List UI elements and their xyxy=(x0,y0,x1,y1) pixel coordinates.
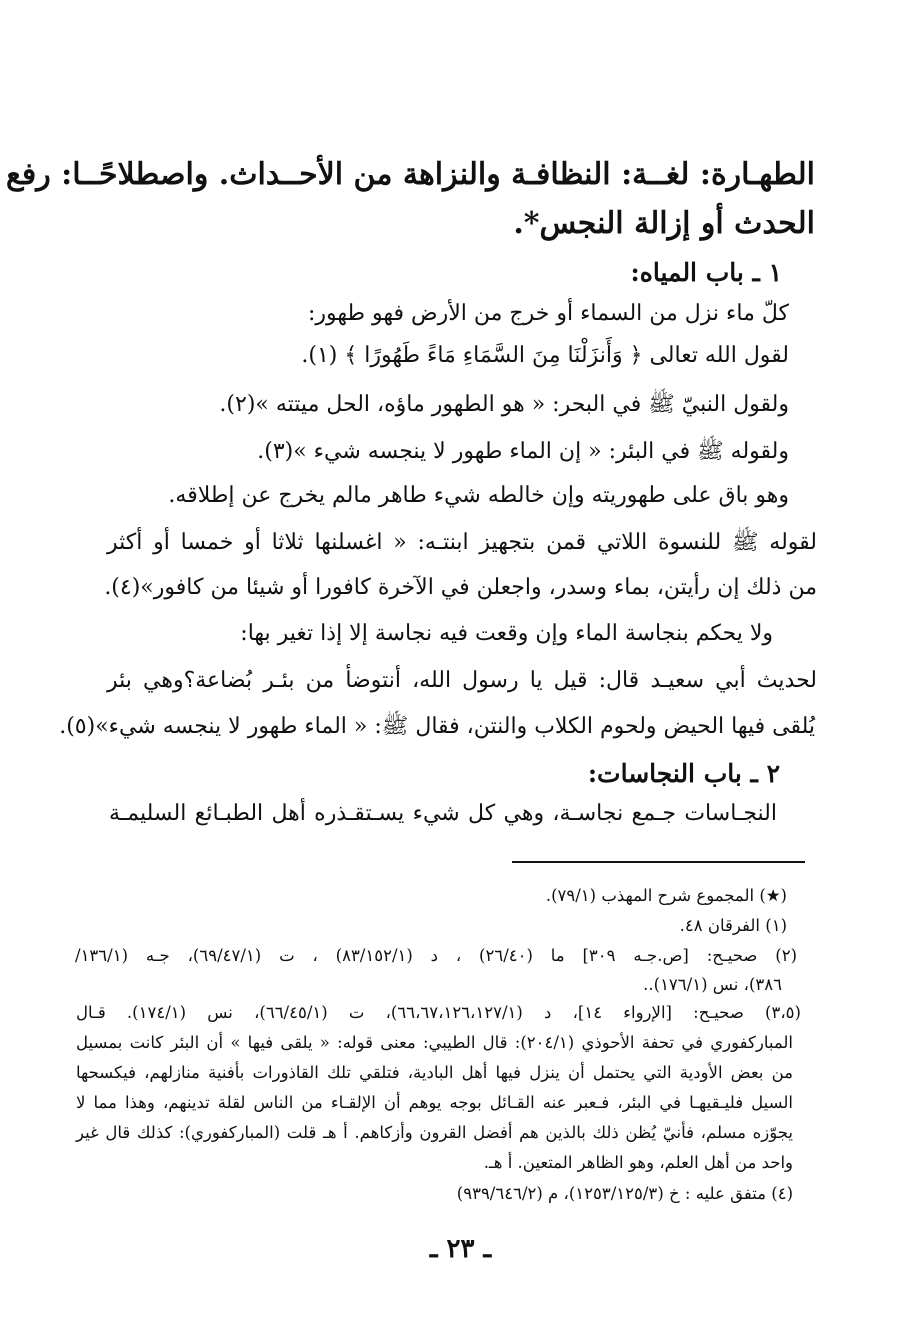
footnote-line: من بعض الأودية التي يحتمل أن ينزل فيها أهل البادية، فتلقي تلك القاذورات بأفنية منازلهم، فيكسحها xyxy=(76,1063,793,1082)
main-text-line: ولقوله ﷺ في البئر: « إن الماء طهور لا ينجسه شيء »(٣). xyxy=(257,439,789,464)
definition-line-1: الطهـارة: لغــة: النظافـة والنزاهة من الأحــداث. واصطلاحًــا: رفع xyxy=(5,157,815,192)
main-text-line: وهو باق على طهوريته وإن خالطه شيء طاهر مالم يخرج عن إطلاقه. xyxy=(168,483,789,508)
footnote-line: المباركفوري في تحفة الأحوذي (٢٠٤/١): قال الطيبي: معنى قوله: « يلقى فيها » أن البئر كانت بمسيل xyxy=(76,1033,793,1052)
main-text-line: كلّ ماء نزل من السماء أو خرج من الأرض فهو طهور: xyxy=(307,301,789,326)
page-number: ـ ٢٣ ـ xyxy=(429,1234,492,1264)
main-text-line: لقوله ﷺ للنسوة اللاتي قمن بتجهيز ابنتـه: « اغسلنها ثلاثا أو خمسا أو أكثر xyxy=(107,530,817,555)
footnote-line: السيل فليـقيهـا في البئر، فـعبر عنه القـائل بوجه يوهم أن الإلقـاء من الناس لقلة تدينهم، وهذا مما لا xyxy=(76,1093,793,1112)
footnote-separator xyxy=(512,861,805,863)
footnote-line: يجوّزه مسلم، فأنيّ يُظن ذلك بالذين هم أفضل القرون وأزكاهم. أ هـ قلت (المباركفوري): كذلك قال غير xyxy=(76,1123,793,1142)
main-text-line: من ذلك إن رأيتن، بماء وسدر، واجعلن في الآخرة كافورا أو شيئا من كافور»(٤). xyxy=(104,575,817,600)
footnote-line: (١) الفرقان ٤٨. xyxy=(679,916,787,935)
main-text-line: لقول الله تعالى ﴿ وَأَنزَلْنَا مِنَ السَّمَاءِ مَاءً طَهُورًا ﴾ (١). xyxy=(301,343,789,368)
main-text-line: لحديث أبي سعيـد قال: قيل يا رسول الله، أنتوضأ من بئـر بُضاعة؟وهي بئر xyxy=(107,668,817,693)
main-text-line: النجـاسات جـمع نجاسـة، وهي كل شيء يسـتقـذره أهل الطبـائع السليمـة xyxy=(109,801,777,826)
footnote-line: (★) المجموع شرح المهذب (٧٩/١). xyxy=(545,886,787,905)
footnote-line: ٣٨٦)، نس (١٧٦/١).. xyxy=(643,975,782,994)
footnote-line: (٢) صحيـح: [ص.جـه ٣٠٩] ما (٢٦/٤٠) ، د (٨٣/١٥٢/١) ، ت (٦٩/٤٧/١)، جـه (١٣٦/١/ xyxy=(75,946,797,965)
section-heading-impurities: ٢ ـ باب النجاسات: xyxy=(587,759,780,788)
section-heading-water: ١ ـ باب المياه: xyxy=(630,258,782,287)
main-text-line: ولقول النبيّ ﷺ في البحر: « هو الطهور ماؤه، الحل ميتته »(٢). xyxy=(219,392,789,417)
definition-line-2: الحدث أو إزالة النجس*. xyxy=(513,206,815,241)
footnote-line: (٣،٥) صحيـح: [الإرواء ١٤]، د (٦٦،٦٧،١٢٦،١٢٧/١)، ت (٦٦/٤٥/١)، نس (١٧٤/١). قـال xyxy=(76,1003,801,1022)
main-text-line: يُلقى فيها الحيض ولحوم الكلاب والنتن، فقال ﷺ: « الماء طهور لا ينجسه شيء»(٥). xyxy=(59,714,815,739)
main-text-line: ولا يحكم بنجاسة الماء وإن وقعت فيه نجاسة إلا إذا تغير بها: xyxy=(240,621,773,646)
footnote-line: واحد من أهل العلم، وهو الظاهر المتعين. أ هـ. xyxy=(483,1153,793,1172)
footnote-line: (٤) متفق عليه : خ (١٢٥٣/١٢٥/٣)، م (٩٣٩/٦٤٦/٢) xyxy=(456,1184,793,1203)
